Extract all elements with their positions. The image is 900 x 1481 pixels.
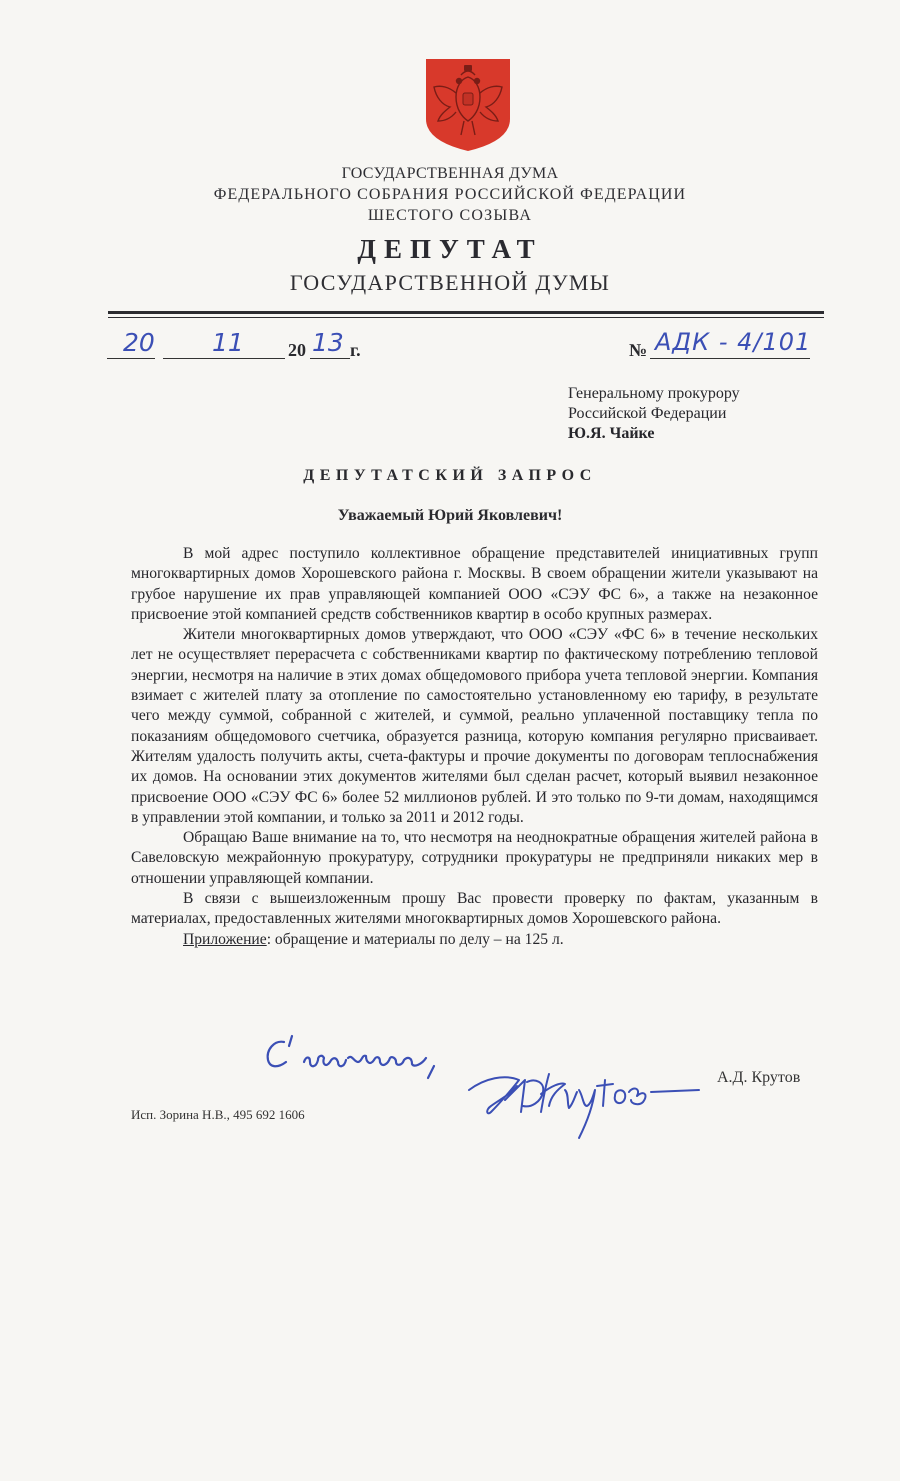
number-label: № [629,340,648,360]
date-day-line [107,358,155,359]
date-year-suffix: 13 [312,328,344,357]
addressee-line-1: Генеральному прокурору [568,385,740,402]
date-day: 20 [123,328,155,357]
paragraph-3: Обращаю Ваше внимание на то, что несмотря на неоднократные обращения жителей района в Савеловскую межрайонную прокуратуру, сотрудники прокуратуры не предприняли никаких мер в отношении управляющей компании. [131,829,818,887]
greeting: Уважаемый Юрий Яковлевич! [337,507,563,524]
handwritten-regards [262,1028,452,1088]
letter-body [131,544,818,950]
addressee-line-2: Российской Федерации [568,405,727,422]
signer-name: А.Д. Крутов [717,1069,801,1086]
org-line-2: ФЕДЕРАЛЬНОГО СОБРАНИЯ РОССИЙСКОЙ ФЕДЕРАЦИИ [213,186,687,203]
attachment-text: : обращение и материалы по делу – на 125 л. [266,930,564,948]
paragraph-4: В связи с вышеизложенным прошу Вас провести проверку по фактам, указанным в материалах, предоставленных жителями многоквартирных домов Хорошевского района. [131,890,818,928]
date-year-unit: г. [350,340,361,360]
number-line [650,358,810,359]
attachment-line [131,930,818,950]
signature [465,1060,705,1150]
request-title: ДЕПУТАТСКИЙ ЗАПРОС [303,467,597,484]
org-line-3: ШЕСТОГО СОЗЫВА [367,207,533,224]
header-rule-thin [108,317,824,318]
coat-of-arms-icon [423,57,513,153]
date-month: 11 [212,328,244,357]
addressee-block [568,384,740,444]
date-year-prefix: 20 [288,340,306,360]
paragraph-2: Жители многоквартирных домов утверждают, что ООО «СЭУ «ФС 6» в течение нескольких лет не осуществляет перерасчета с собственниками квартир по фактическому потреблению тепловой энергии, несмотря на наличие в этих домах общедомового прибора учета тепловой энергии. Компания взимает с жителей плату за отопление по самостоятельно установленному ею тарифу, в результате чего между суммой, собранной с жителей, и суммой, реально уплаченной поставщику тепла по показаниям общедомового счетчика, образуется разница, которую компания регулярно присваивает. Жителям удалость получить акты, счета-фактуры и прочие документы по договорам теплоснабжения их домов. На основании этих документов жителями был сделан расчет, который выявил незаконное присвоение ООО «СЭУ ФС 6» более 52 миллионов рублей. И это только по 9-ти домам, находящимся в управлении этой компании, и только за 2011 и 2012 годы. [131,626,818,826]
number-value: АДК - 4/101 [655,328,812,356]
letterhead-subtitle: ГОСУДАРСТВЕННОЙ ДУМЫ [289,270,611,295]
executor-line: Исп. Зорина Н.В., 495 692 1606 [131,1107,305,1122]
attachment-label: Приложение [183,930,267,948]
date-month-line [163,358,285,359]
addressee-name: Ю.Я. Чайке [568,425,655,442]
org-line-1: ГОСУДАРСТВЕННАЯ ДУМА [341,165,559,182]
date-year-line [310,358,350,359]
header-rule-thick [108,311,824,314]
paragraph-1: В мой адрес поступило коллективное обращение представителей инициативных групп многоквартирных домов Хорошевского района г. Москвы. В своем обращении жители указывают на грубое нарушение их прав управляющей компанией ООО «СЭУ ФС 6», а также на незаконное присвоение этой компанией средств собственников квартир в особо крупных размерах. [131,545,818,623]
letterhead-title: ДЕПУТАТ [357,234,543,264]
